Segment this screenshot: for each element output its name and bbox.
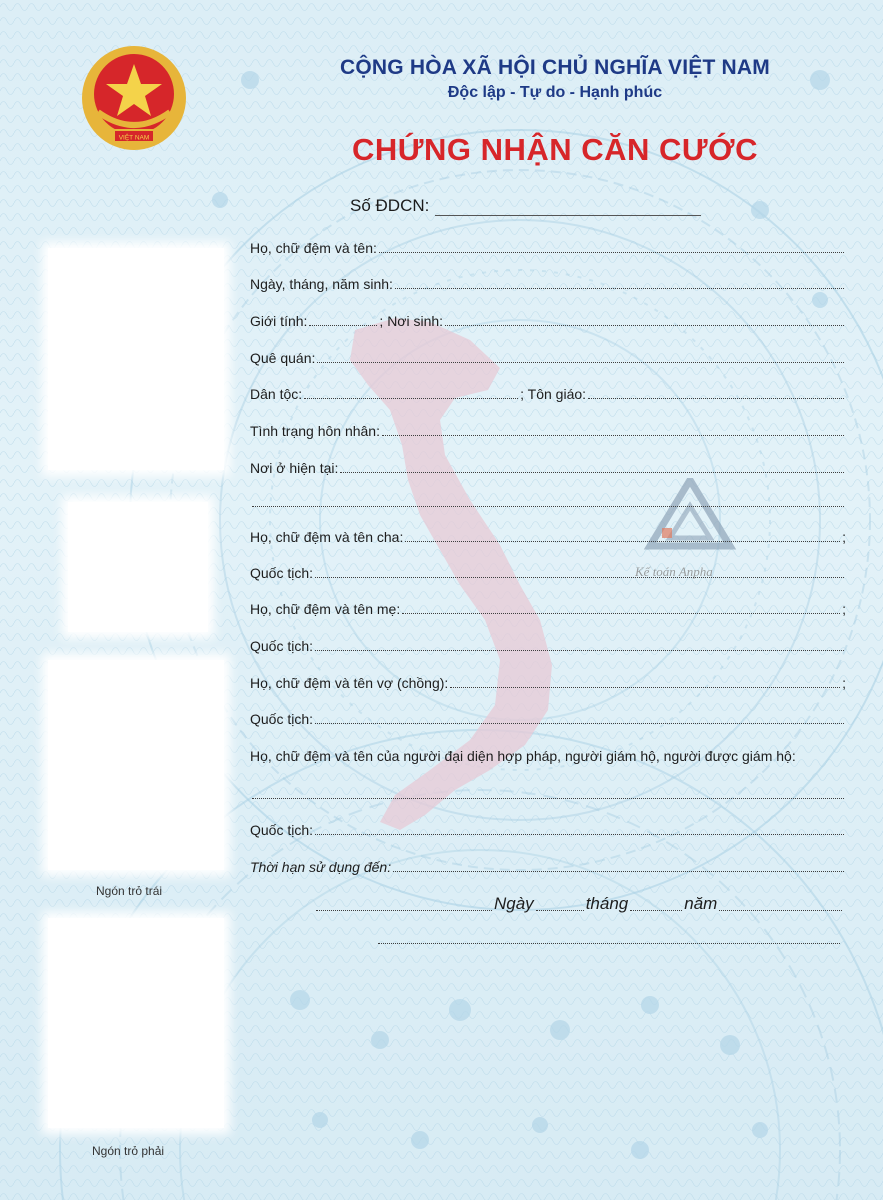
sex-label: Giới tính:: [250, 313, 308, 329]
spouse-nationality-field: [250, 707, 846, 727]
document-title: CHỨNG NHẬN CĂN CƯỚC: [352, 132, 758, 167]
right-fingerprint-box: [48, 918, 224, 1128]
father-nationality-label: Quốc tịch:: [250, 565, 314, 581]
spouse-name-input[interactable]: [450, 683, 840, 688]
right-fingerprint-label: Ngón trỏ phải: [92, 1144, 165, 1158]
ethnicity-religion-field: [250, 382, 846, 402]
national-emblem-icon: [78, 42, 190, 154]
left-fingerprint-label: Ngón trỏ trái: [96, 884, 163, 898]
small-photo-box: [68, 502, 208, 632]
residence-input-line-2[interactable]: [252, 505, 844, 507]
issue-place-input[interactable]: [316, 906, 492, 911]
date-year-label: năm: [684, 894, 718, 913]
hometown-input[interactable]: [317, 358, 844, 363]
id-number-row: [350, 196, 701, 216]
emblem-text: VIỆT NAM: [118, 134, 150, 142]
id-number-label: Số ĐDCN:: [350, 196, 430, 215]
full-name-label: Họ, chữ đệm và tên:: [250, 240, 377, 256]
ethnicity-label: Dân tộc:: [250, 386, 303, 402]
full-name-input[interactable]: [379, 248, 844, 253]
spouse-name-label: Họ, chữ đệm và tên vợ (chồng):: [250, 675, 449, 691]
father-name-field: [250, 525, 846, 545]
guardian-name-input[interactable]: [252, 797, 844, 799]
mother-nationality-label: Quốc tịch:: [250, 638, 314, 654]
religion-label: ; Tôn giáo:: [520, 386, 587, 402]
ethnicity-input[interactable]: [304, 394, 518, 399]
dob-label: Ngày, tháng, năm sinh:: [250, 276, 393, 292]
mother-nationality-input[interactable]: [315, 646, 844, 651]
date-day-input[interactable]: [536, 906, 584, 911]
guardian-nationality-label: Quốc tịch:: [250, 822, 314, 838]
signature-line[interactable]: [378, 942, 840, 944]
mother-name-semicolon: ;: [842, 601, 846, 617]
father-name-input[interactable]: [405, 537, 840, 542]
motto: Độc lập - Tự do - Hạnh phúc: [447, 84, 663, 101]
expiry-label: Thời hạn sử dụng đến:: [250, 859, 392, 875]
father-nationality-input[interactable]: [315, 573, 844, 578]
left-fingerprint-box: [48, 660, 224, 870]
father-nationality-field: [250, 561, 846, 581]
birthplace-label: ; Nơi sinh:: [379, 313, 444, 329]
date-month-input[interactable]: [630, 906, 682, 911]
country-name: CỘNG HÒA XÃ HỘI CHỦ NGHĨA VIỆT NAM: [340, 56, 770, 79]
mother-name-label: Họ, chữ đệm và tên mẹ:: [250, 601, 401, 617]
mother-name-field: [250, 597, 846, 617]
spouse-nationality-input[interactable]: [315, 719, 844, 724]
spouse-name-semicolon: ;: [842, 675, 846, 691]
watermark-text: Kế toán Anpha: [635, 564, 713, 579]
spouse-name-field: [250, 671, 846, 691]
guardian-name-label: Họ, chữ đệm và tên của người đại diện hợp pháp, người giám hộ, người được giám hộ:: [250, 748, 796, 764]
spouse-nationality-label: Quốc tịch:: [250, 711, 314, 727]
religion-input[interactable]: [588, 394, 844, 399]
hometown-label: Quê quán:: [250, 350, 316, 366]
mother-nationality-field: [250, 634, 846, 654]
hometown-field: [250, 346, 846, 366]
portrait-photo-box: [48, 248, 224, 470]
marital-input[interactable]: [382, 431, 844, 436]
birthplace-input[interactable]: [445, 321, 844, 326]
guardian-nationality-field: [250, 818, 846, 838]
guardian-nationality-input[interactable]: [315, 830, 844, 835]
full-name-field: [250, 236, 846, 256]
date-day-label: Ngày: [494, 894, 534, 913]
residence-input[interactable]: [340, 468, 844, 473]
date-month-label: tháng: [585, 894, 629, 913]
sex-input[interactable]: [309, 321, 377, 326]
marital-label: Tình trạng hôn nhân:: [250, 423, 380, 439]
sex-birthplace-field: [250, 309, 846, 329]
dob-input[interactable]: [395, 284, 844, 289]
id-number-input[interactable]: [435, 199, 701, 216]
residence-field: [250, 456, 846, 476]
mother-name-input[interactable]: [402, 609, 840, 614]
father-name-label: Họ, chữ đệm và tên cha:: [250, 529, 404, 545]
marital-field: [250, 419, 846, 439]
residence-label: Nơi ở hiện tại:: [250, 460, 339, 476]
guardian-name-field: [250, 744, 846, 764]
expiry-input[interactable]: [393, 867, 844, 872]
father-name-semicolon: ;: [842, 529, 846, 545]
issue-date-row: [314, 892, 844, 914]
expiry-field: [250, 855, 846, 875]
date-year-input[interactable]: [719, 906, 842, 911]
dob-field: [250, 272, 846, 292]
